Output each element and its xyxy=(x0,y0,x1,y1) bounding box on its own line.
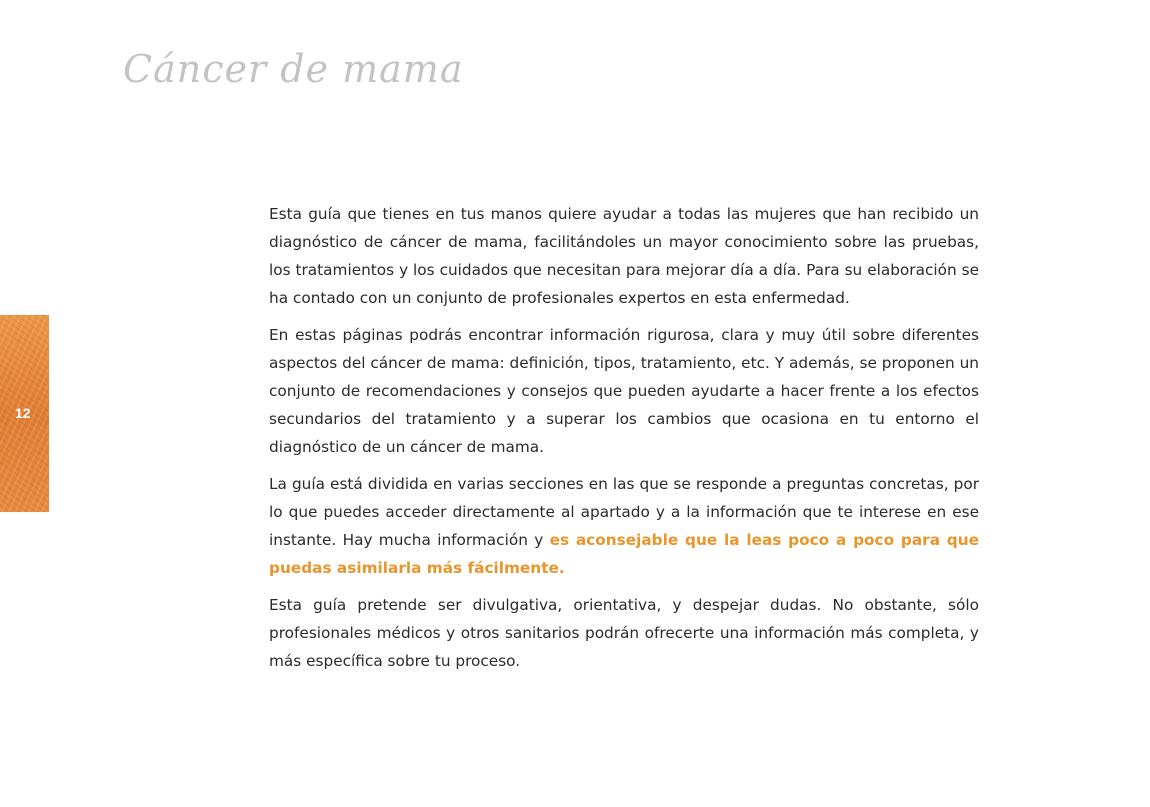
paragraph-structure-text: La guía está dividida en varias secciones en las que se responde a preguntas concretas, por lo que puedes acceder directamente al apartado y a la información que te interese en ese instante. Hay mucha información y xyxy=(269,475,979,549)
page-number: 12 xyxy=(15,405,31,421)
paragraph-intro: Esta guía que tienes en tus manos quiere ayudar a todas las mujeres que han recibido un diagnóstico de cáncer de mama, facilitándoles un mayor conocimiento sobre las pruebas, los tratamientos y los cuidados que necesitan para mejorar día a día. Para su elaboración se ha contado con un conjunto de profesionales expertos en esta enfermedad. xyxy=(269,205,979,307)
paragraph-structure xyxy=(269,470,979,582)
body-text xyxy=(269,200,979,684)
paragraph-contents: En estas páginas podrás encontrar información rigurosa, clara y muy útil sobre diferentes aspectos del cáncer de mama: definición, tipos, tratamiento, etc. Y además, se proponen un conjunto de recomendaciones y consejos que pueden ayudarte a hacer frente a los efectos secundarios del tratamiento y a superar los cambios que ocasiona en tu entorno el diagnóstico de un cáncer de mama. xyxy=(269,326,979,456)
page-title: Cáncer de mama xyxy=(123,47,464,91)
paragraph-disclaimer: Esta guía pretende ser divulgativa, orientativa, y despejar dudas. No obstante, sólo profesionales médicos y otros sanitarios podrán ofrecerte una información más completa, y más específica sobre tu proceso. xyxy=(269,596,979,670)
highlighted-advice: es aconsejable que la leas poco a poco para que puedas asimilarla más fácilmente. xyxy=(269,531,980,577)
